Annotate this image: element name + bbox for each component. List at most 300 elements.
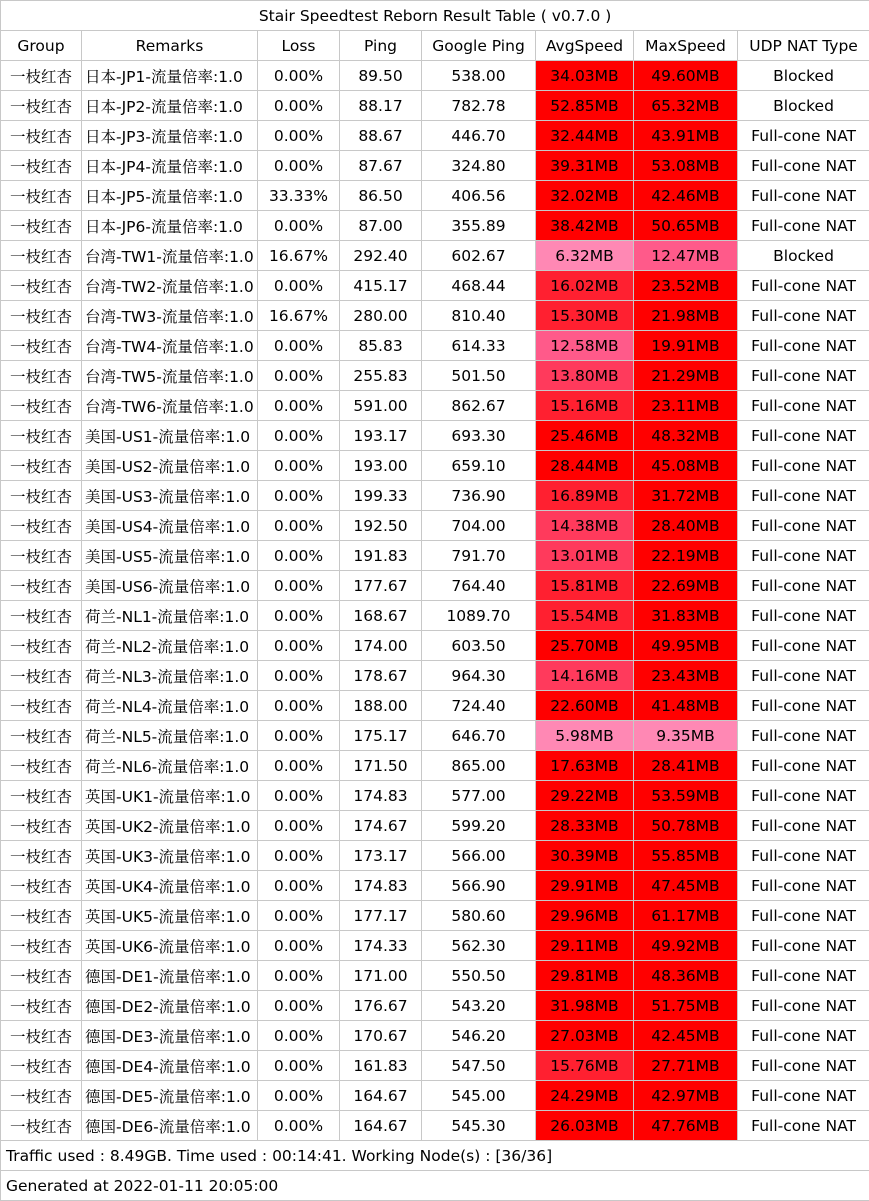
remarks-cell: 台湾-TW5-流量倍率:1.0 bbox=[82, 361, 258, 391]
google-ping-cell: 577.00 bbox=[422, 781, 536, 811]
table-row bbox=[1, 61, 869, 91]
max-speed-cell: 47.76MB bbox=[634, 1111, 738, 1141]
table-row bbox=[1, 481, 869, 511]
avg-speed-cell: 5.98MB bbox=[536, 721, 634, 751]
max-speed-cell: 28.41MB bbox=[634, 751, 738, 781]
ping-cell: 170.67 bbox=[340, 1021, 422, 1051]
udp-nat-type-cell: Full-cone NAT bbox=[738, 841, 869, 871]
group-cell: 一枝红杏 bbox=[1, 1111, 82, 1141]
table-row bbox=[1, 601, 869, 631]
ping-cell: 193.17 bbox=[340, 421, 422, 451]
loss-cell: 0.00% bbox=[258, 271, 340, 301]
udp-nat-type-cell: Full-cone NAT bbox=[738, 571, 869, 601]
udp-nat-type-cell: Full-cone NAT bbox=[738, 961, 869, 991]
google-ping-cell: 324.80 bbox=[422, 151, 536, 181]
table-row bbox=[1, 301, 869, 331]
loss-cell: 0.00% bbox=[258, 421, 340, 451]
udp-nat-type-cell: Full-cone NAT bbox=[738, 631, 869, 661]
group-cell: 一枝红杏 bbox=[1, 991, 82, 1021]
avg-speed-cell: 28.44MB bbox=[536, 451, 634, 481]
loss-cell: 0.00% bbox=[258, 61, 340, 91]
google-ping-cell: 1089.70 bbox=[422, 601, 536, 631]
max-speed-cell: 53.08MB bbox=[634, 151, 738, 181]
group-cell: 一枝红杏 bbox=[1, 721, 82, 751]
loss-cell: 0.00% bbox=[258, 1051, 340, 1081]
remarks-cell: 荷兰-NL3-流量倍率:1.0 bbox=[82, 661, 258, 691]
ping-cell: 87.67 bbox=[340, 151, 422, 181]
table-row bbox=[1, 1081, 869, 1111]
udp-nat-type-cell: Full-cone NAT bbox=[738, 391, 869, 421]
avg-speed-cell: 25.70MB bbox=[536, 631, 634, 661]
udp-nat-type-cell: Full-cone NAT bbox=[738, 781, 869, 811]
google-ping-cell: 446.70 bbox=[422, 121, 536, 151]
max-speed-cell: 42.97MB bbox=[634, 1081, 738, 1111]
remarks-cell: 日本-JP5-流量倍率:1.0 bbox=[82, 181, 258, 211]
remarks-cell: 台湾-TW2-流量倍率:1.0 bbox=[82, 271, 258, 301]
group-cell: 一枝红杏 bbox=[1, 361, 82, 391]
avg-speed-cell: 27.03MB bbox=[536, 1021, 634, 1051]
avg-speed-cell: 30.39MB bbox=[536, 841, 634, 871]
udp-nat-type-cell: Full-cone NAT bbox=[738, 331, 869, 361]
loss-cell: 0.00% bbox=[258, 121, 340, 151]
google-ping-cell: 704.00 bbox=[422, 511, 536, 541]
max-speed-cell: 49.92MB bbox=[634, 931, 738, 961]
loss-cell: 0.00% bbox=[258, 751, 340, 781]
generated-timestamp: Generated at 2022-01-11 20:05:00 bbox=[1, 1171, 869, 1201]
google-ping-cell: 810.40 bbox=[422, 301, 536, 331]
loss-cell: 0.00% bbox=[258, 481, 340, 511]
loss-cell: 0.00% bbox=[258, 811, 340, 841]
ping-cell: 415.17 bbox=[340, 271, 422, 301]
max-speed-cell: 51.75MB bbox=[634, 991, 738, 1021]
group-cell: 一枝红杏 bbox=[1, 661, 82, 691]
max-speed-cell: 50.78MB bbox=[634, 811, 738, 841]
ping-cell: 171.00 bbox=[340, 961, 422, 991]
loss-cell: 0.00% bbox=[258, 1111, 340, 1141]
traffic-summary: Traffic used : 8.49GB. Time used : 00:14:41. Working Node(s) : [36/36] bbox=[1, 1141, 869, 1171]
remarks-cell: 美国-US2-流量倍率:1.0 bbox=[82, 451, 258, 481]
udp-nat-type-cell: Full-cone NAT bbox=[738, 451, 869, 481]
ping-cell: 177.67 bbox=[340, 571, 422, 601]
max-speed-cell: 48.32MB bbox=[634, 421, 738, 451]
table-row bbox=[1, 781, 869, 811]
max-speed-cell: 45.08MB bbox=[634, 451, 738, 481]
loss-cell: 0.00% bbox=[258, 361, 340, 391]
column-header-avg-speed: AvgSpeed bbox=[536, 31, 634, 61]
remarks-cell: 台湾-TW4-流量倍率:1.0 bbox=[82, 331, 258, 361]
avg-speed-cell: 39.31MB bbox=[536, 151, 634, 181]
avg-speed-cell: 15.81MB bbox=[536, 571, 634, 601]
max-speed-cell: 21.29MB bbox=[634, 361, 738, 391]
avg-speed-cell: 14.38MB bbox=[536, 511, 634, 541]
remarks-cell: 英国-UK6-流量倍率:1.0 bbox=[82, 931, 258, 961]
remarks-cell: 德国-DE2-流量倍率:1.0 bbox=[82, 991, 258, 1021]
avg-speed-cell: 32.44MB bbox=[536, 121, 634, 151]
udp-nat-type-cell: Full-cone NAT bbox=[738, 991, 869, 1021]
google-ping-cell: 736.90 bbox=[422, 481, 536, 511]
ping-cell: 177.17 bbox=[340, 901, 422, 931]
table-body bbox=[1, 61, 869, 1141]
google-ping-cell: 603.50 bbox=[422, 631, 536, 661]
remarks-cell: 德国-DE1-流量倍率:1.0 bbox=[82, 961, 258, 991]
max-speed-cell: 49.60MB bbox=[634, 61, 738, 91]
group-cell: 一枝红杏 bbox=[1, 241, 82, 271]
column-header-google-ping: Google Ping bbox=[422, 31, 536, 61]
loss-cell: 0.00% bbox=[258, 91, 340, 121]
ping-cell: 87.00 bbox=[340, 211, 422, 241]
ping-cell: 88.17 bbox=[340, 91, 422, 121]
max-speed-cell: 9.35MB bbox=[634, 721, 738, 751]
ping-cell: 175.17 bbox=[340, 721, 422, 751]
ping-cell: 89.50 bbox=[340, 61, 422, 91]
group-cell: 一枝红杏 bbox=[1, 211, 82, 241]
group-cell: 一枝红杏 bbox=[1, 931, 82, 961]
udp-nat-type-cell: Full-cone NAT bbox=[738, 511, 869, 541]
table-row bbox=[1, 91, 869, 121]
table-row bbox=[1, 661, 869, 691]
group-cell: 一枝红杏 bbox=[1, 391, 82, 421]
remarks-cell: 日本-JP2-流量倍率:1.0 bbox=[82, 91, 258, 121]
group-cell: 一枝红杏 bbox=[1, 871, 82, 901]
loss-cell: 0.00% bbox=[258, 991, 340, 1021]
max-speed-cell: 48.36MB bbox=[634, 961, 738, 991]
max-speed-cell: 28.40MB bbox=[634, 511, 738, 541]
column-header-ping: Ping bbox=[340, 31, 422, 61]
group-cell: 一枝红杏 bbox=[1, 631, 82, 661]
loss-cell: 0.00% bbox=[258, 871, 340, 901]
max-speed-cell: 21.98MB bbox=[634, 301, 738, 331]
group-cell: 一枝红杏 bbox=[1, 451, 82, 481]
google-ping-cell: 602.67 bbox=[422, 241, 536, 271]
udp-nat-type-cell: Full-cone NAT bbox=[738, 901, 869, 931]
group-cell: 一枝红杏 bbox=[1, 571, 82, 601]
header-row bbox=[1, 31, 869, 61]
remarks-cell: 荷兰-NL5-流量倍率:1.0 bbox=[82, 721, 258, 751]
remarks-cell: 日本-JP4-流量倍率:1.0 bbox=[82, 151, 258, 181]
avg-speed-cell: 14.16MB bbox=[536, 661, 634, 691]
udp-nat-type-cell: Full-cone NAT bbox=[738, 931, 869, 961]
max-speed-cell: 31.72MB bbox=[634, 481, 738, 511]
udp-nat-type-cell: Blocked bbox=[738, 91, 869, 121]
udp-nat-type-cell: Full-cone NAT bbox=[738, 541, 869, 571]
remarks-cell: 台湾-TW3-流量倍率:1.0 bbox=[82, 301, 258, 331]
group-cell: 一枝红杏 bbox=[1, 1051, 82, 1081]
loss-cell: 0.00% bbox=[258, 631, 340, 661]
google-ping-cell: 693.30 bbox=[422, 421, 536, 451]
ping-cell: 280.00 bbox=[340, 301, 422, 331]
udp-nat-type-cell: Full-cone NAT bbox=[738, 151, 869, 181]
group-cell: 一枝红杏 bbox=[1, 1081, 82, 1111]
group-cell: 一枝红杏 bbox=[1, 481, 82, 511]
table-row bbox=[1, 331, 869, 361]
remarks-cell: 荷兰-NL4-流量倍率:1.0 bbox=[82, 691, 258, 721]
remarks-cell: 英国-UK2-流量倍率:1.0 bbox=[82, 811, 258, 841]
ping-cell: 176.67 bbox=[340, 991, 422, 1021]
max-speed-cell: 41.48MB bbox=[634, 691, 738, 721]
udp-nat-type-cell: Full-cone NAT bbox=[738, 1111, 869, 1141]
loss-cell: 0.00% bbox=[258, 451, 340, 481]
loss-cell: 0.00% bbox=[258, 541, 340, 571]
ping-cell: 255.83 bbox=[340, 361, 422, 391]
max-speed-cell: 31.83MB bbox=[634, 601, 738, 631]
max-speed-cell: 42.45MB bbox=[634, 1021, 738, 1051]
table-row bbox=[1, 361, 869, 391]
udp-nat-type-cell: Full-cone NAT bbox=[738, 1081, 869, 1111]
remarks-cell: 德国-DE4-流量倍率:1.0 bbox=[82, 1051, 258, 1081]
remarks-cell: 德国-DE5-流量倍率:1.0 bbox=[82, 1081, 258, 1111]
loss-cell: 0.00% bbox=[258, 901, 340, 931]
udp-nat-type-cell: Full-cone NAT bbox=[738, 601, 869, 631]
avg-speed-cell: 16.02MB bbox=[536, 271, 634, 301]
column-header-loss: Loss bbox=[258, 31, 340, 61]
avg-speed-cell: 52.85MB bbox=[536, 91, 634, 121]
table-row bbox=[1, 541, 869, 571]
table-row bbox=[1, 1111, 869, 1141]
remarks-cell: 美国-US3-流量倍率:1.0 bbox=[82, 481, 258, 511]
max-speed-cell: 23.11MB bbox=[634, 391, 738, 421]
max-speed-cell: 47.45MB bbox=[634, 871, 738, 901]
ping-cell: 191.83 bbox=[340, 541, 422, 571]
table-row bbox=[1, 181, 869, 211]
remarks-cell: 台湾-TW1-流量倍率:1.0 bbox=[82, 241, 258, 271]
group-cell: 一枝红杏 bbox=[1, 121, 82, 151]
loss-cell: 0.00% bbox=[258, 571, 340, 601]
ping-cell: 161.83 bbox=[340, 1051, 422, 1081]
table-row bbox=[1, 841, 869, 871]
remarks-cell: 美国-US1-流量倍率:1.0 bbox=[82, 421, 258, 451]
ping-cell: 86.50 bbox=[340, 181, 422, 211]
table-title: Stair Speedtest Reborn Result Table ( v0.7.0 ) bbox=[1, 1, 869, 31]
google-ping-cell: 862.67 bbox=[422, 391, 536, 421]
ping-cell: 88.67 bbox=[340, 121, 422, 151]
ping-cell: 188.00 bbox=[340, 691, 422, 721]
udp-nat-type-cell: Blocked bbox=[738, 61, 869, 91]
avg-speed-cell: 25.46MB bbox=[536, 421, 634, 451]
avg-speed-cell: 13.01MB bbox=[536, 541, 634, 571]
ping-cell: 178.67 bbox=[340, 661, 422, 691]
remarks-cell: 荷兰-NL2-流量倍率:1.0 bbox=[82, 631, 258, 661]
group-cell: 一枝红杏 bbox=[1, 781, 82, 811]
avg-speed-cell: 13.80MB bbox=[536, 361, 634, 391]
google-ping-cell: 543.20 bbox=[422, 991, 536, 1021]
loss-cell: 0.00% bbox=[258, 211, 340, 241]
ping-cell: 173.17 bbox=[340, 841, 422, 871]
loss-cell: 0.00% bbox=[258, 691, 340, 721]
remarks-cell: 台湾-TW6-流量倍率:1.0 bbox=[82, 391, 258, 421]
google-ping-cell: 501.50 bbox=[422, 361, 536, 391]
max-speed-cell: 53.59MB bbox=[634, 781, 738, 811]
table-row bbox=[1, 571, 869, 601]
loss-cell: 0.00% bbox=[258, 331, 340, 361]
max-speed-cell: 65.32MB bbox=[634, 91, 738, 121]
loss-cell: 0.00% bbox=[258, 781, 340, 811]
ping-cell: 164.67 bbox=[340, 1081, 422, 1111]
group-cell: 一枝红杏 bbox=[1, 901, 82, 931]
remarks-cell: 美国-US6-流量倍率:1.0 bbox=[82, 571, 258, 601]
google-ping-cell: 547.50 bbox=[422, 1051, 536, 1081]
table-row bbox=[1, 1021, 869, 1051]
ping-cell: 199.33 bbox=[340, 481, 422, 511]
remarks-cell: 美国-US5-流量倍率:1.0 bbox=[82, 541, 258, 571]
google-ping-cell: 406.56 bbox=[422, 181, 536, 211]
avg-speed-cell: 24.29MB bbox=[536, 1081, 634, 1111]
table-row bbox=[1, 931, 869, 961]
udp-nat-type-cell: Full-cone NAT bbox=[738, 421, 869, 451]
group-cell: 一枝红杏 bbox=[1, 841, 82, 871]
loss-cell: 0.00% bbox=[258, 841, 340, 871]
column-header-udp-nat-type: UDP NAT Type bbox=[738, 31, 869, 61]
max-speed-cell: 23.43MB bbox=[634, 661, 738, 691]
avg-speed-cell: 29.96MB bbox=[536, 901, 634, 931]
group-cell: 一枝红杏 bbox=[1, 691, 82, 721]
loss-cell: 0.00% bbox=[258, 661, 340, 691]
google-ping-cell: 546.20 bbox=[422, 1021, 536, 1051]
table-row bbox=[1, 751, 869, 781]
max-speed-cell: 22.19MB bbox=[634, 541, 738, 571]
group-cell: 一枝红杏 bbox=[1, 601, 82, 631]
remarks-cell: 荷兰-NL6-流量倍率:1.0 bbox=[82, 751, 258, 781]
avg-speed-cell: 15.76MB bbox=[536, 1051, 634, 1081]
google-ping-cell: 782.78 bbox=[422, 91, 536, 121]
loss-cell: 0.00% bbox=[258, 601, 340, 631]
column-header-group: Group bbox=[1, 31, 82, 61]
avg-speed-cell: 22.60MB bbox=[536, 691, 634, 721]
avg-speed-cell: 16.89MB bbox=[536, 481, 634, 511]
udp-nat-type-cell: Full-cone NAT bbox=[738, 481, 869, 511]
udp-nat-type-cell: Full-cone NAT bbox=[738, 691, 869, 721]
avg-speed-cell: 26.03MB bbox=[536, 1111, 634, 1141]
loss-cell: 16.67% bbox=[258, 301, 340, 331]
google-ping-cell: 659.10 bbox=[422, 451, 536, 481]
group-cell: 一枝红杏 bbox=[1, 751, 82, 781]
group-cell: 一枝红杏 bbox=[1, 301, 82, 331]
avg-speed-cell: 15.16MB bbox=[536, 391, 634, 421]
google-ping-cell: 538.00 bbox=[422, 61, 536, 91]
remarks-cell: 日本-JP1-流量倍率:1.0 bbox=[82, 61, 258, 91]
group-cell: 一枝红杏 bbox=[1, 811, 82, 841]
avg-speed-cell: 28.33MB bbox=[536, 811, 634, 841]
remarks-cell: 荷兰-NL1-流量倍率:1.0 bbox=[82, 601, 258, 631]
google-ping-cell: 468.44 bbox=[422, 271, 536, 301]
max-speed-cell: 19.91MB bbox=[634, 331, 738, 361]
udp-nat-type-cell: Full-cone NAT bbox=[738, 361, 869, 391]
avg-speed-cell: 38.42MB bbox=[536, 211, 634, 241]
table-row bbox=[1, 811, 869, 841]
ping-cell: 174.67 bbox=[340, 811, 422, 841]
group-cell: 一枝红杏 bbox=[1, 541, 82, 571]
table-row bbox=[1, 121, 869, 151]
udp-nat-type-cell: Full-cone NAT bbox=[738, 721, 869, 751]
avg-speed-cell: 15.54MB bbox=[536, 601, 634, 631]
udp-nat-type-cell: Full-cone NAT bbox=[738, 871, 869, 901]
group-cell: 一枝红杏 bbox=[1, 331, 82, 361]
loss-cell: 16.67% bbox=[258, 241, 340, 271]
ping-cell: 85.83 bbox=[340, 331, 422, 361]
table-row bbox=[1, 1051, 869, 1081]
max-speed-cell: 55.85MB bbox=[634, 841, 738, 871]
max-speed-cell: 12.47MB bbox=[634, 241, 738, 271]
remarks-cell: 英国-UK1-流量倍率:1.0 bbox=[82, 781, 258, 811]
ping-cell: 174.00 bbox=[340, 631, 422, 661]
udp-nat-type-cell: Full-cone NAT bbox=[738, 121, 869, 151]
group-cell: 一枝红杏 bbox=[1, 421, 82, 451]
udp-nat-type-cell: Full-cone NAT bbox=[738, 661, 869, 691]
udp-nat-type-cell: Blocked bbox=[738, 241, 869, 271]
remarks-cell: 英国-UK4-流量倍率:1.0 bbox=[82, 871, 258, 901]
avg-speed-cell: 6.32MB bbox=[536, 241, 634, 271]
avg-speed-cell: 34.03MB bbox=[536, 61, 634, 91]
ping-cell: 193.00 bbox=[340, 451, 422, 481]
table-row bbox=[1, 451, 869, 481]
loss-cell: 0.00% bbox=[258, 1081, 340, 1111]
loss-cell: 0.00% bbox=[258, 931, 340, 961]
avg-speed-cell: 29.81MB bbox=[536, 961, 634, 991]
google-ping-cell: 580.60 bbox=[422, 901, 536, 931]
google-ping-cell: 566.90 bbox=[422, 871, 536, 901]
max-speed-cell: 22.69MB bbox=[634, 571, 738, 601]
google-ping-cell: 562.30 bbox=[422, 931, 536, 961]
udp-nat-type-cell: Full-cone NAT bbox=[738, 181, 869, 211]
avg-speed-cell: 29.11MB bbox=[536, 931, 634, 961]
column-header-remarks: Remarks bbox=[82, 31, 258, 61]
udp-nat-type-cell: Full-cone NAT bbox=[738, 751, 869, 781]
avg-speed-cell: 29.91MB bbox=[536, 871, 634, 901]
remarks-cell: 德国-DE6-流量倍率:1.0 bbox=[82, 1111, 258, 1141]
max-speed-cell: 61.17MB bbox=[634, 901, 738, 931]
google-ping-cell: 614.33 bbox=[422, 331, 536, 361]
google-ping-cell: 964.30 bbox=[422, 661, 536, 691]
loss-cell: 0.00% bbox=[258, 721, 340, 751]
group-cell: 一枝红杏 bbox=[1, 151, 82, 181]
table-row bbox=[1, 991, 869, 1021]
group-cell: 一枝红杏 bbox=[1, 961, 82, 991]
group-cell: 一枝红杏 bbox=[1, 1021, 82, 1051]
table-row bbox=[1, 241, 869, 271]
ping-cell: 591.00 bbox=[340, 391, 422, 421]
group-cell: 一枝红杏 bbox=[1, 91, 82, 121]
table-row bbox=[1, 151, 869, 181]
column-header-max-speed: MaxSpeed bbox=[634, 31, 738, 61]
remarks-cell: 日本-JP6-流量倍率:1.0 bbox=[82, 211, 258, 241]
group-cell: 一枝红杏 bbox=[1, 271, 82, 301]
remarks-cell: 英国-UK3-流量倍率:1.0 bbox=[82, 841, 258, 871]
table-row bbox=[1, 511, 869, 541]
loss-cell: 0.00% bbox=[258, 511, 340, 541]
loss-cell: 0.00% bbox=[258, 151, 340, 181]
remarks-cell: 德国-DE3-流量倍率:1.0 bbox=[82, 1021, 258, 1051]
google-ping-cell: 355.89 bbox=[422, 211, 536, 241]
google-ping-cell: 764.40 bbox=[422, 571, 536, 601]
loss-cell: 0.00% bbox=[258, 1021, 340, 1051]
max-speed-cell: 50.65MB bbox=[634, 211, 738, 241]
udp-nat-type-cell: Full-cone NAT bbox=[738, 1021, 869, 1051]
avg-speed-cell: 17.63MB bbox=[536, 751, 634, 781]
ping-cell: 174.33 bbox=[340, 931, 422, 961]
group-cell: 一枝红杏 bbox=[1, 61, 82, 91]
ping-cell: 168.67 bbox=[340, 601, 422, 631]
group-cell: 一枝红杏 bbox=[1, 511, 82, 541]
udp-nat-type-cell: Full-cone NAT bbox=[738, 211, 869, 241]
ping-cell: 192.50 bbox=[340, 511, 422, 541]
avg-speed-cell: 31.98MB bbox=[536, 991, 634, 1021]
udp-nat-type-cell: Full-cone NAT bbox=[738, 301, 869, 331]
google-ping-cell: 791.70 bbox=[422, 541, 536, 571]
remarks-cell: 日本-JP3-流量倍率:1.0 bbox=[82, 121, 258, 151]
table-row bbox=[1, 211, 869, 241]
loss-cell: 0.00% bbox=[258, 961, 340, 991]
google-ping-cell: 545.30 bbox=[422, 1111, 536, 1141]
loss-cell: 0.00% bbox=[258, 391, 340, 421]
